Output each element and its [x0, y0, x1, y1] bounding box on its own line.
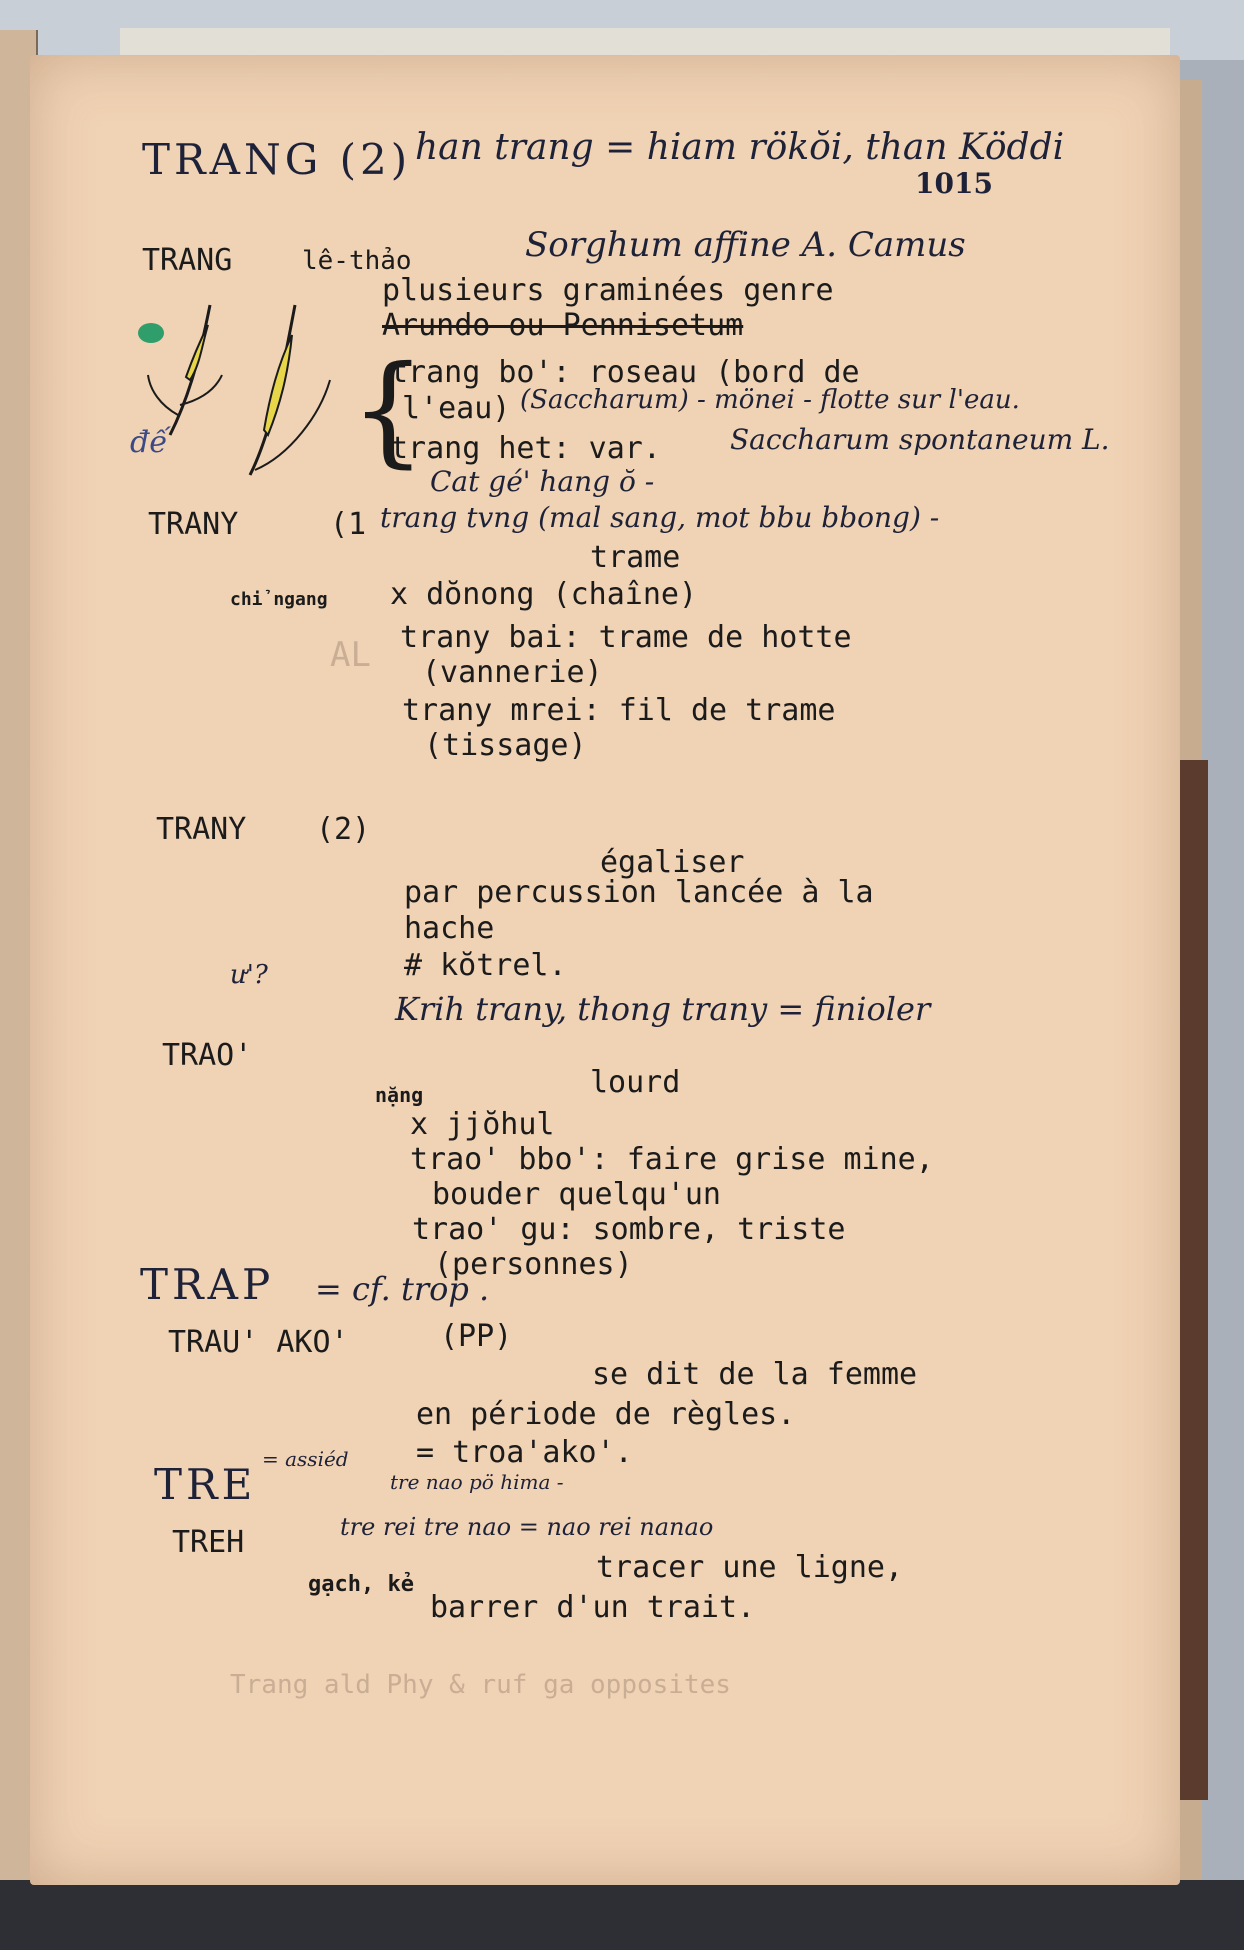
entry-trany1-gloss: trame [590, 540, 681, 575]
entry-trang1-def2: Arundo ou Pennisetum [382, 308, 744, 343]
bleed-through-text: Trang ald Phy & ruf ga opposites [230, 1670, 731, 1700]
entry-trang1-sub2: trang het: var. [390, 431, 661, 466]
entry-trao-question: ư'? [230, 960, 268, 990]
entry-trao-see: x jjŏhul [410, 1107, 555, 1142]
entry-trao-gloss: lourd [590, 1065, 681, 1100]
entry-trau-head: TRAU' AKO' [168, 1325, 349, 1360]
entry-tre-note2: tre nao pö hima - [390, 1470, 564, 1494]
entry-trang2-note: han trang = hiam rökŏi, than Köddi [415, 127, 1065, 168]
entry-trao-ex2b: (personnes) [434, 1247, 633, 1282]
entry-treh-viet: gạch, kẻ [308, 1572, 414, 1597]
bleed-through-text: AL [330, 635, 371, 675]
entry-trany2-head: TRANY [156, 812, 247, 847]
entry-trao-viet: nặng [375, 1083, 424, 1107]
entry-trany2-def1: par percussion lancée à la [404, 875, 874, 910]
entry-trany1-see: x dŏnong (chaîne) [390, 577, 698, 612]
entry-trang1-sub1-note: (Saccharum) - mönei - flotte sur l'eau. [520, 385, 1020, 415]
entry-treh-def1: tracer une ligne, [596, 1550, 904, 1585]
entry-trang1-sub2-note: Saccharum spontaneum L. [730, 423, 1110, 456]
entry-trao-ex1a: trao' bbo': faire grise mine, [410, 1142, 934, 1177]
entry-trany1-ex2a: trany mrei: fil de trame [402, 693, 836, 728]
entry-trau-def2: en période de règles. [416, 1397, 796, 1432]
entry-trang1-sub1b: l'eau) [402, 391, 511, 426]
bottom-shadow [0, 1880, 1244, 1950]
entry-trang1-de-note: đế [130, 425, 168, 460]
entry-trany2-gloss: égaliser [600, 845, 745, 880]
entry-trau-def1: se dit de la femme [592, 1357, 918, 1392]
entry-trau-eq: = troa'ako'. [416, 1435, 633, 1470]
entry-tre-note: = assiéd [262, 1447, 349, 1471]
binding-edge [1180, 760, 1208, 1800]
entry-trany1-viet: chỉ ngang [230, 589, 328, 610]
entry-trang1-species-note: Sorghum affine A. Camus [525, 225, 966, 265]
page-number: 1015 [915, 167, 993, 200]
entry-trany2-antonym: # kŏtrel. [404, 948, 567, 983]
entry-trany1-ex1a: trany bai: trame de hotte [400, 620, 852, 655]
entry-trang1-extra-note: Cat gé' hang ŏ - [430, 465, 655, 498]
entry-trang1-sub1a: trang bo': roseau (bord de [390, 355, 860, 390]
entry-trang2-head: TRANG (2) [142, 135, 412, 184]
entry-trap-head: TRAP [140, 1260, 275, 1309]
entry-trao-head: TRAO' [162, 1038, 253, 1073]
entry-tre-head: TRE [154, 1460, 257, 1509]
entry-trao-ex1b: bouder quelqu'un [432, 1177, 721, 1212]
brace-symbol: { [350, 341, 427, 480]
notebook-page [30, 55, 1180, 1885]
entry-trany1-ex2b: (tissage) [424, 728, 587, 763]
entry-trany1-head: TRANY [148, 507, 239, 542]
entry-trang1-viet: lê-thảo [302, 246, 412, 276]
grass-sketch-icon [130, 285, 360, 495]
entry-trang1-def1: plusieurs graminées genre [382, 273, 834, 308]
entry-trany2-def2: hache [404, 911, 495, 946]
entry-trau-tag: (PP) [440, 1319, 513, 1354]
entry-trang1-head: TRANG [142, 243, 233, 278]
entry-trap-note: = cf. trop . [315, 1270, 490, 1308]
entry-trang1-line-note: trang tvng (mal sang, mot bbu bbong) - [380, 501, 940, 534]
entry-trany1-num: (1 [330, 507, 367, 542]
entry-trany2-num: (2) [316, 812, 371, 847]
entry-treh-head: TREH [172, 1525, 245, 1560]
entry-treh-note: tre rei tre nao = nao rei nanao [340, 1513, 714, 1541]
entry-trany2-note: Krih trany, thong trany = finioler [395, 990, 931, 1028]
entry-trao-ex2a: trao' gu: sombre, triste [412, 1212, 846, 1247]
entry-treh-def2: barrer d'un trait. [430, 1590, 756, 1625]
entry-trany1-ex1b: (vannerie) [422, 655, 603, 690]
